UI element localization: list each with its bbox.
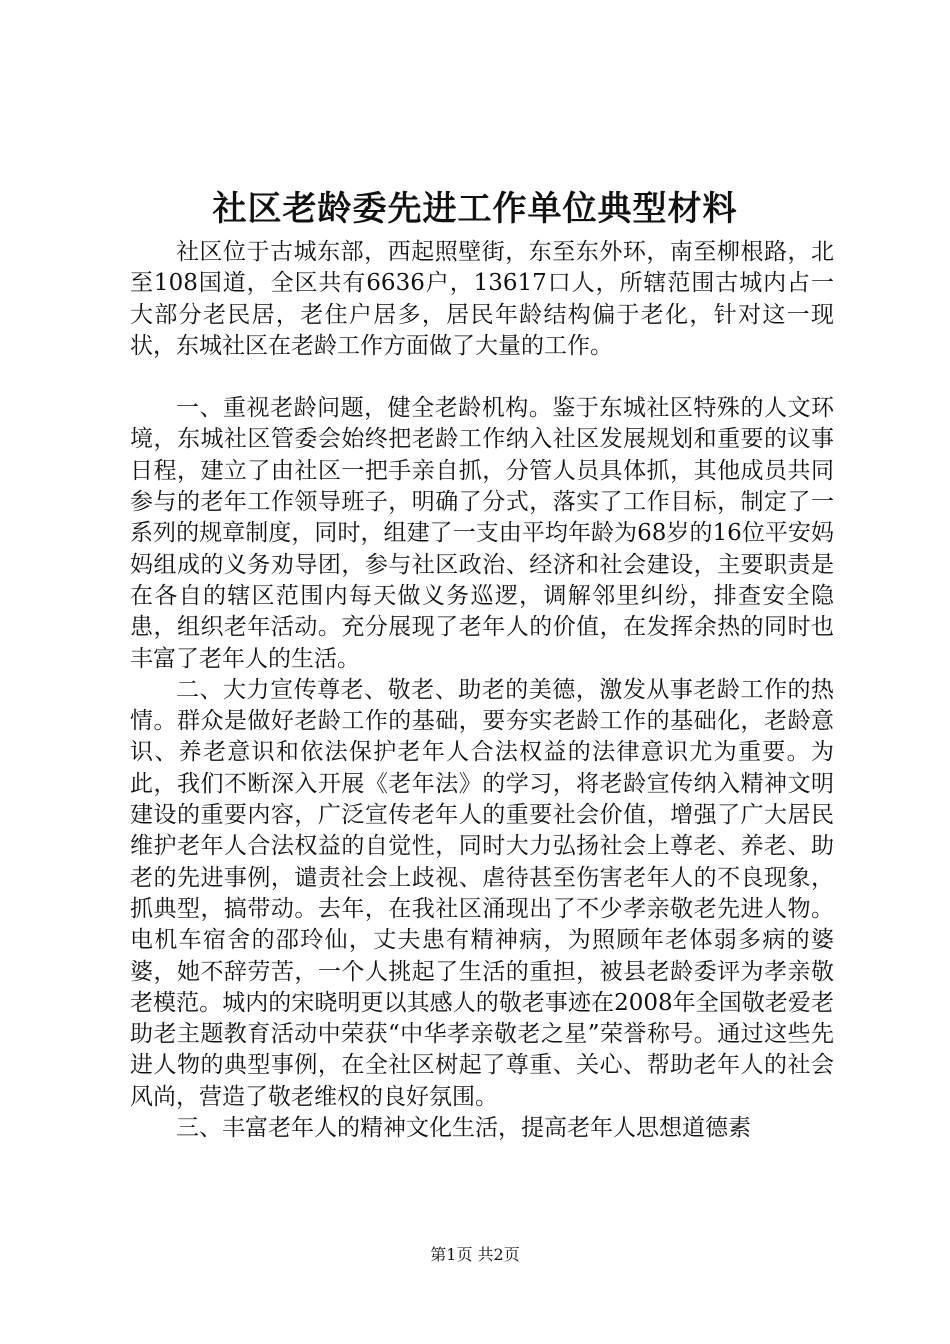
- paragraph-section-1: 一、重视老龄问题，健全老龄机构。鉴于东城社区特殊的人文环境，东城社区管委会始终把老龄工作纳入社区发展规划和重要的议事日程，建立了由社区一把手亲自抓，分管人员具体抓，其他成员共同参与的老年工作领导班子，明确了分式，落实了工作目标，制定了一系列的规章制度，同时，组建了一支由平均年龄为68岁的16位平安妈妈组成的义务劝导团，参与社区政治、经济和社会建设，主要职责是在各自的辖区范围内每天做义务巡逻，调解邻里纠纷，排查安全隐患，组织老年活动。充分展现了老年人的价值，在发挥余热的同时也丰富了老年人的生活。: [130, 395, 834, 672]
- document-body: [130, 237, 834, 1144]
- document-title: 社区老龄委先进工作单位典型材料: [212, 189, 738, 229]
- paragraph-section-3: 三、丰富老年人的精神文化生活，提高老年人思想道德素: [176, 1115, 751, 1142]
- page-number-footer: 第1页 共2页: [430, 1245, 520, 1264]
- paragraph-section-2: 二、大力宣传尊老、敬老、助老的美德，激发从事老龄工作的热情。群众是做好老龄工作的基础，要夯实老龄工作的基础化，老龄意识、养老意识和依法保护老年人合法权益的法律意识尤为重要。为此，我们不断深入开展《老年法》的学习，将老龄宣传纳入精神文明建设的重要内容，广泛宣传老年人的重要社会价值，增强了广大居民维护老年人合法权益的自觉性，同时大力弘扬社会上尊老、养老、助老的先进事例，谴责社会上歧视、虐待甚至伤害老年人的不良现象，抓典型，搞带动。去年，在我社区涌现出了不少孝亲敬老先进人物。电机车宿舍的邵玲仙，丈夫患有精神病，为照顾年老体弱多病的婆婆，她不辞劳苦，一个人挑起了生活的重担，被县老龄委评为孝亲敬老模范。城内的宋晓明更以其感人的敬老事迹在2008年全国敬老爱老助老主题教育活动中荣获“中华孝亲敬老之星”荣誉称号。通过这些先进人物的典型事例，在全社区树起了尊重、关心、帮助老年人的社会风尚，营造了敬老维权的良好氛围。: [130, 676, 834, 1110]
- paragraph-intro: 社区位于古城东部，西起照壁街，东至东外环，南至柳根路，北至108国道，全区共有6636户，13617口人，所辖范围古城内占一大部分老民居，老住户居多，居民年龄结构偏于老化，针对这一现状，东城社区在老龄工作方面做了大量的工作。: [130, 239, 834, 359]
